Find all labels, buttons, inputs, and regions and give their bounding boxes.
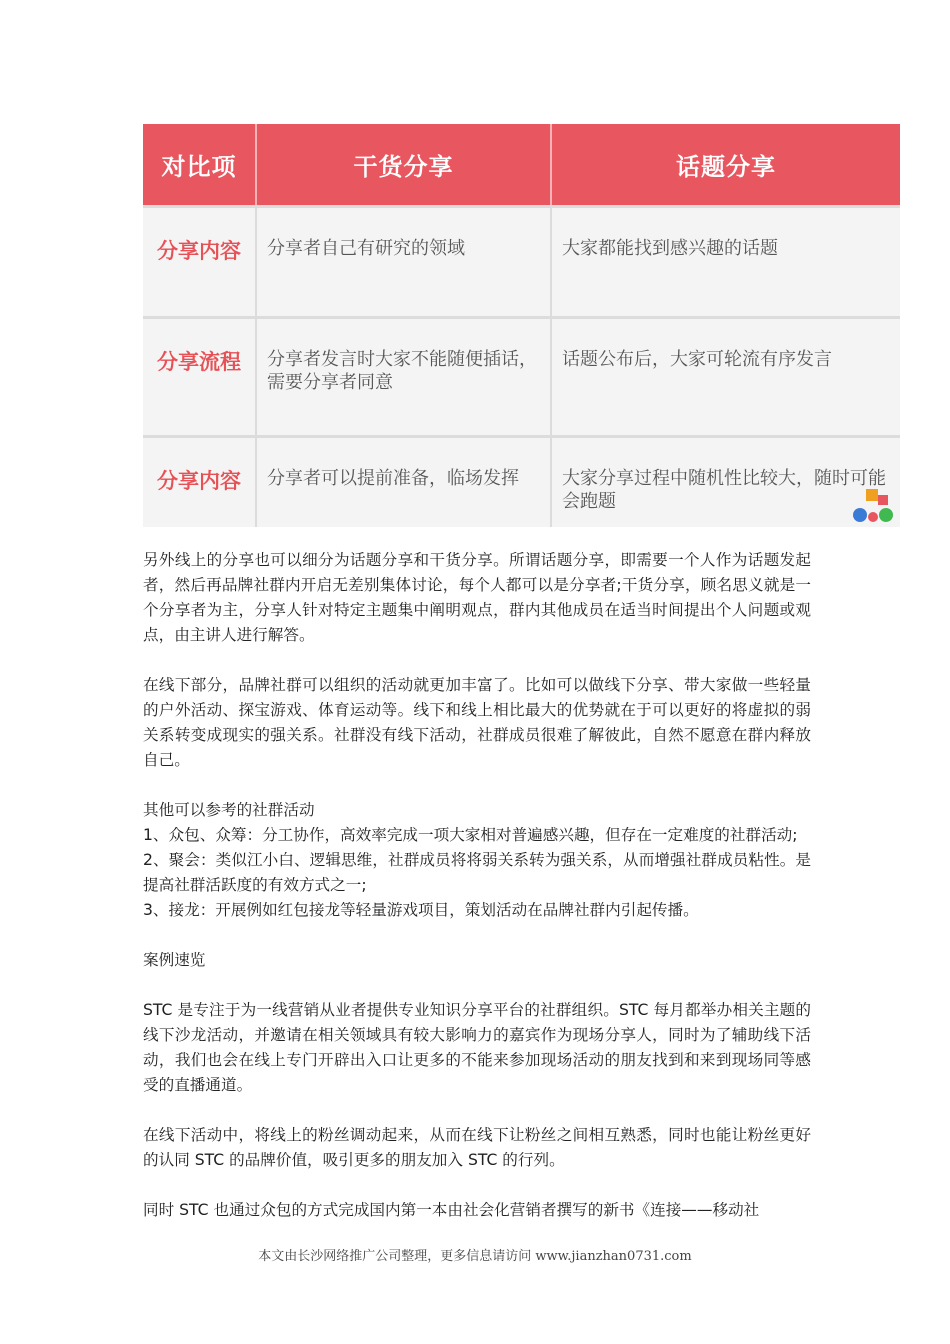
paragraph-stc-offline: 在线下活动中，将线上的粉丝调动起来，从而在线下让粉丝之间相互熟悉，同时也能让粉丝更好的认同 STC 的品牌价值，吸引更多的朋友加入 STC 的行列。 — [143, 1126, 811, 1169]
table-row — [143, 207, 900, 318]
article-body — [143, 548, 811, 1248]
header-dry-share: 干货分享 — [256, 124, 551, 207]
table-row — [143, 437, 900, 528]
paragraph-offline-activities: 在线下部分，品牌社群可以组织的活动就更加丰富了。比如可以做线下分享、带大家做一些轻量的户外活动、探宝游戏、体育运动等。线下和线上相比最大的优势就在于可以更好的将虚拟的弱关系转变成现实的强关系。社群没有线下活动，社群成员很难了解彼此，自然不愿意在群内释放自己。 — [143, 676, 811, 769]
list-item: 1、众包、众筹：分工协作，高效率完成一项大家相对普遍感兴趣，但存在一定难度的社群活动; — [143, 826, 798, 844]
case-title: 案例速览 — [143, 951, 206, 969]
list-item: 2、聚会：类似江小白、逻辑思维，社群成员将将弱关系转为强关系，从而增强社群成员粘性。是提高社群活跃度的有效方式之一; — [143, 851, 811, 894]
logo-icon — [850, 487, 896, 525]
paragraph-online-sharing: 另外线上的分享也可以细分为话题分享和干货分享。所谓话题分享，即需要一个人作为话题发起者，然后再品牌社群内开启无差别集体讨论，每个人都可以是分享者;干货分享，顾名思义就是一个分享者为主，分享人针对特定主题集中阐明观点，群内其他成员在适当时间提出个人问题或观点，由主讲人进行解答。 — [143, 551, 811, 644]
topic-share-cell: 大家分享过程中随机性比较大，随时可能会跑题 — [551, 437, 900, 528]
list-item: 3、接龙：开展例如红包接龙等轻量游戏项目，策划活动在品牌社群内引起传播。 — [143, 901, 699, 919]
topic-share-cell: 话题公布后，大家可轮流有序发言 — [551, 318, 900, 437]
header-compare-item: 对比项 — [143, 124, 256, 207]
row-label: 分享流程 — [143, 318, 256, 437]
table-header-row — [143, 124, 900, 207]
header-topic-share: 话题分享 — [551, 124, 900, 207]
comparison-table-image — [143, 124, 900, 527]
table-row — [143, 318, 900, 437]
paragraph-stc-intro: STC 是专注于为一线营销从业者提供专业知识分享平台的社群组织。STC 每月都举办相关主题的线下沙龙活动，并邀请在相关领域具有较大影响力的嘉宾作为现场分享人，同时为了辅助线下活动，我们也会在线上专门开辟出入口让更多的不能来参加现场活动的朋友找到和来到现场同等感受的直播通道。 — [143, 1001, 811, 1094]
page-footer: 本文由长沙网络推广公司整理，更多信息请访问 www.jianzhan0731.com — [258, 1249, 692, 1264]
list-title: 其他可以参考的社群活动 — [143, 801, 315, 819]
paragraph-stc-book: 同时 STC 也通过众包的方式完成国内第一本由社会化营销者撰写的新书《连接——移动社 — [143, 1201, 760, 1219]
topic-share-cell: 大家都能找到感兴趣的话题 — [551, 207, 900, 318]
dry-share-cell: 分享者自己有研究的领域 — [256, 207, 551, 318]
dry-share-cell: 分享者发言时大家不能随便插话，需要分享者同意 — [256, 318, 551, 437]
comparison-table — [143, 124, 900, 527]
dry-share-cell: 分享者可以提前准备，临场发挥 — [256, 437, 551, 528]
row-label: 分享内容 — [143, 437, 256, 528]
row-label: 分享内容 — [143, 207, 256, 318]
